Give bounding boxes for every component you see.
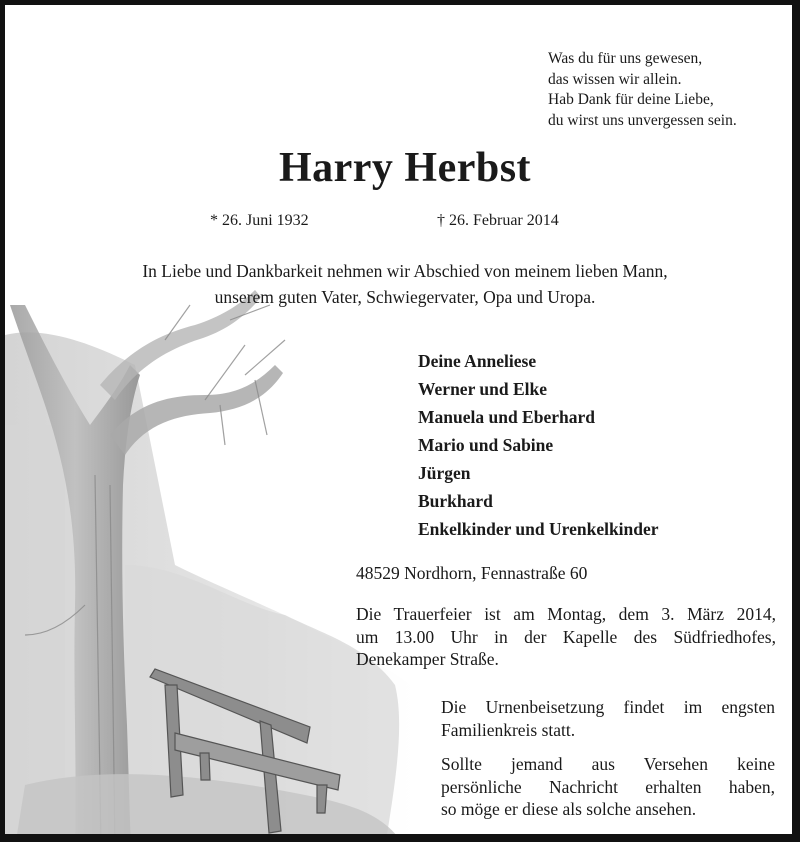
service-line: Die Trauerfeier ist am Montag, dem 3. März 2014,: [356, 604, 776, 624]
deceased-name: Harry Herbst: [278, 145, 532, 191]
farewell-message: [5, 258, 800, 310]
farewell-line: unserem guten Vater, Schwiegervater, Opa und Uropa.: [214, 287, 596, 307]
mourner-name: Jürgen: [418, 463, 471, 483]
farewell-line: In Liebe und Dankbarkeit nehmen wir Abschied von meinem lieben Mann,: [142, 261, 668, 281]
mourner-name: Mario und Sabine: [418, 435, 554, 455]
poem-line: du wirst uns unvergessen sein.: [548, 111, 737, 129]
mourner-name: Werner und Elke: [418, 379, 548, 399]
service-line: Denekamper Straße.: [356, 649, 499, 669]
urn-line: Familienkreis statt.: [441, 719, 576, 740]
mourner-name: Deine Anneliese: [418, 351, 537, 371]
notice-line: so möge er diese als solche ansehen.: [441, 799, 697, 819]
memorial-poem: [548, 49, 737, 131]
notice-line: Sollte jemand aus Versehen keine: [441, 754, 775, 774]
urn-burial-info: [441, 696, 775, 741]
personal-notice: [441, 753, 775, 821]
birth-date: * 26. Juni 1932: [210, 212, 309, 229]
family-address: 48529 Nordhorn, Fennastraße 60: [356, 563, 588, 583]
poem-line: das wissen wir allein.: [548, 70, 682, 88]
poem-line: Was du für uns gewesen,: [548, 50, 703, 67]
mourners-list: [418, 347, 659, 543]
mourner-name: Burkhard: [418, 491, 493, 511]
funeral-service-info: [356, 603, 776, 671]
mourner-name: Manuela und Eberhard: [418, 407, 595, 427]
poem-line: Hab Dank für deine Liebe,: [548, 91, 714, 108]
mourner-name: Enkelkinder und Urenkelkinder: [418, 519, 659, 539]
death-date: † 26. Februar 2014: [437, 212, 559, 229]
notice-line: persönliche Nachricht erhalten haben,: [441, 776, 775, 797]
urn-line: Die Urnenbeisetzung findet im engsten: [441, 697, 775, 717]
service-line: um 13.00 Uhr in der Kapelle des Südfriedhofes,: [356, 626, 776, 647]
